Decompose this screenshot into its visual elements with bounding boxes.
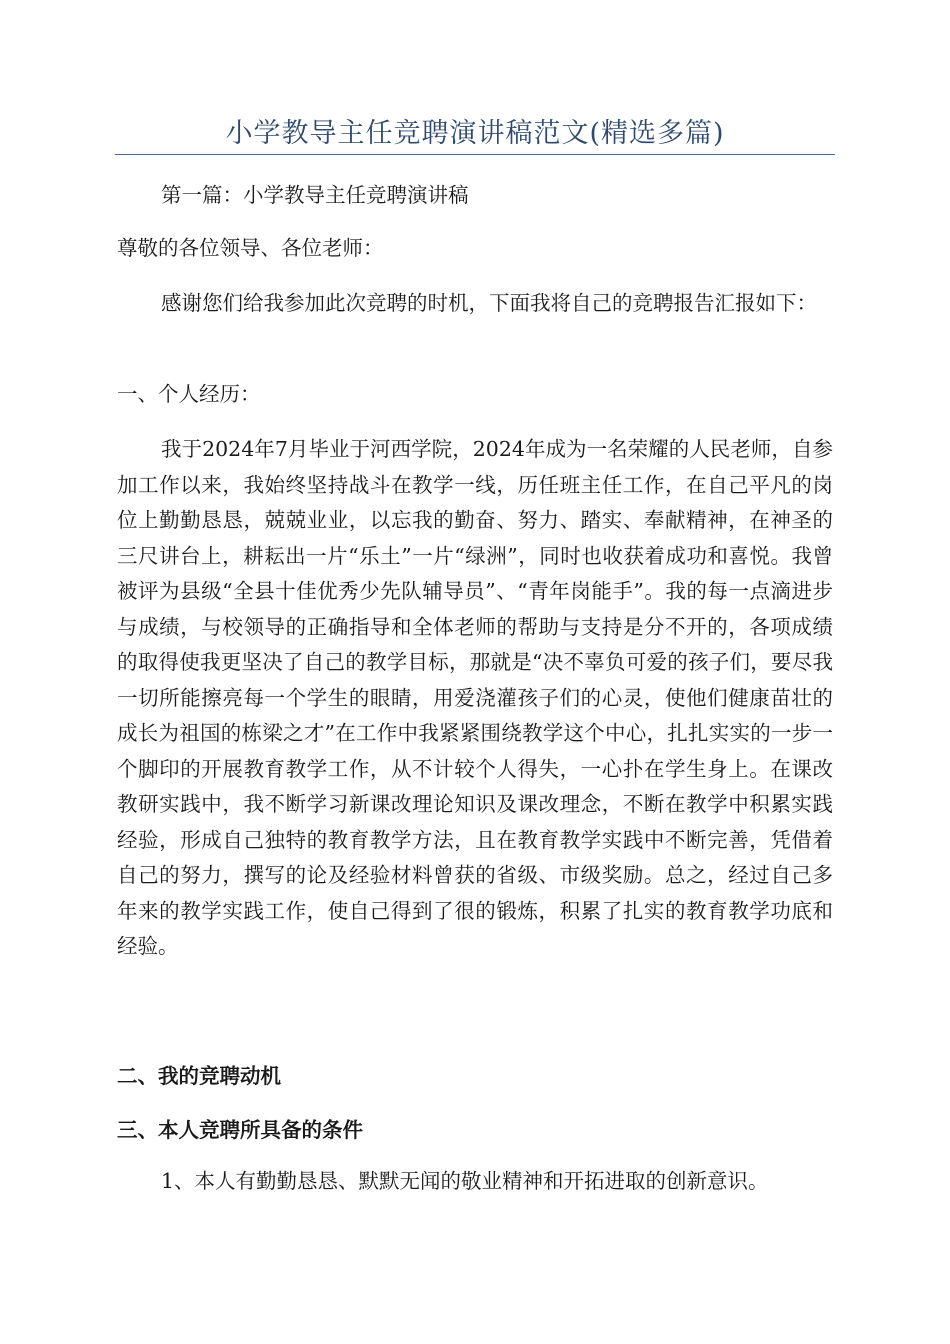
title-underline — [115, 154, 835, 155]
greeting: 尊敬的各位领导、各位老师： — [117, 236, 384, 260]
section-heading-3: 三、本人竞聘所具备的条件 — [117, 1118, 363, 1142]
section-heading-2: 二、我的竞聘动机 — [117, 1064, 281, 1088]
intro-paragraph: 感谢您们给我参加此次竞聘的时机，下面我将自己的竞聘报告汇报如下： — [161, 291, 817, 315]
section-body-1: 我于2024年7月毕业于河西学院，2024年成为一名荣耀的人民老师，自参加工作以来，我始终坚持战斗在教学一线，历任班主任工作，在自己平凡的岗位上勤勤恳恳，兢兢业业，以忘我的勤奋、努力、踏实、奉献精神，在神圣的三尺讲台上，耕耘出一片“乐土”一片“绿洲”，同时也收获着成功和喜悦。我曾被评为县级“全县十佳优秀少先队辅导员”、“青年岗能手”。我的每一点滴进步与成绩，与校领导的正确指导和全体老师的帮助与支持是分不开的，各项成绩的取得使我更坚决了自己的教学目标，那就是“决不辜负可爱的孩子们，要尽我一切所能擦亮每一个学生的眼睛，用爱浇灌孩子们的心灵，使他们健康苗壮的成长为祖国的栋梁之才”在工作中我紧紧围绕教学这个中心，扎扎实实的一步一个脚印的开展教育教学工作，从不计较个人得失，一心扑在学生身上。在课改教研实践中，我不断学习新课改理论知识及课改理念，不断在教学中积累实践经验，形成自己独特的教育教学方法，且在教育教学实践中不断完善，凭借着自己的努力，撰写的论及经验材料曾获的省级、市级奖励。总之，经过自己多年来的教学实践工作，使自己得到了很的锻炼，积累了扎实的教育教学功底和经验。 — [117, 437, 833, 958]
subtitle: 第一篇：小学教导主任竞聘演讲稿 — [161, 183, 469, 207]
list-item-1: 1、本人有勤勤恳恳、默默无闻的敬业精神和开拓进取的创新意识。 — [161, 1169, 769, 1193]
document-title: 小学教导主任竞聘演讲稿范文(精选多篇) — [225, 118, 725, 149]
section-heading-1: 一、个人经历： — [117, 382, 261, 406]
